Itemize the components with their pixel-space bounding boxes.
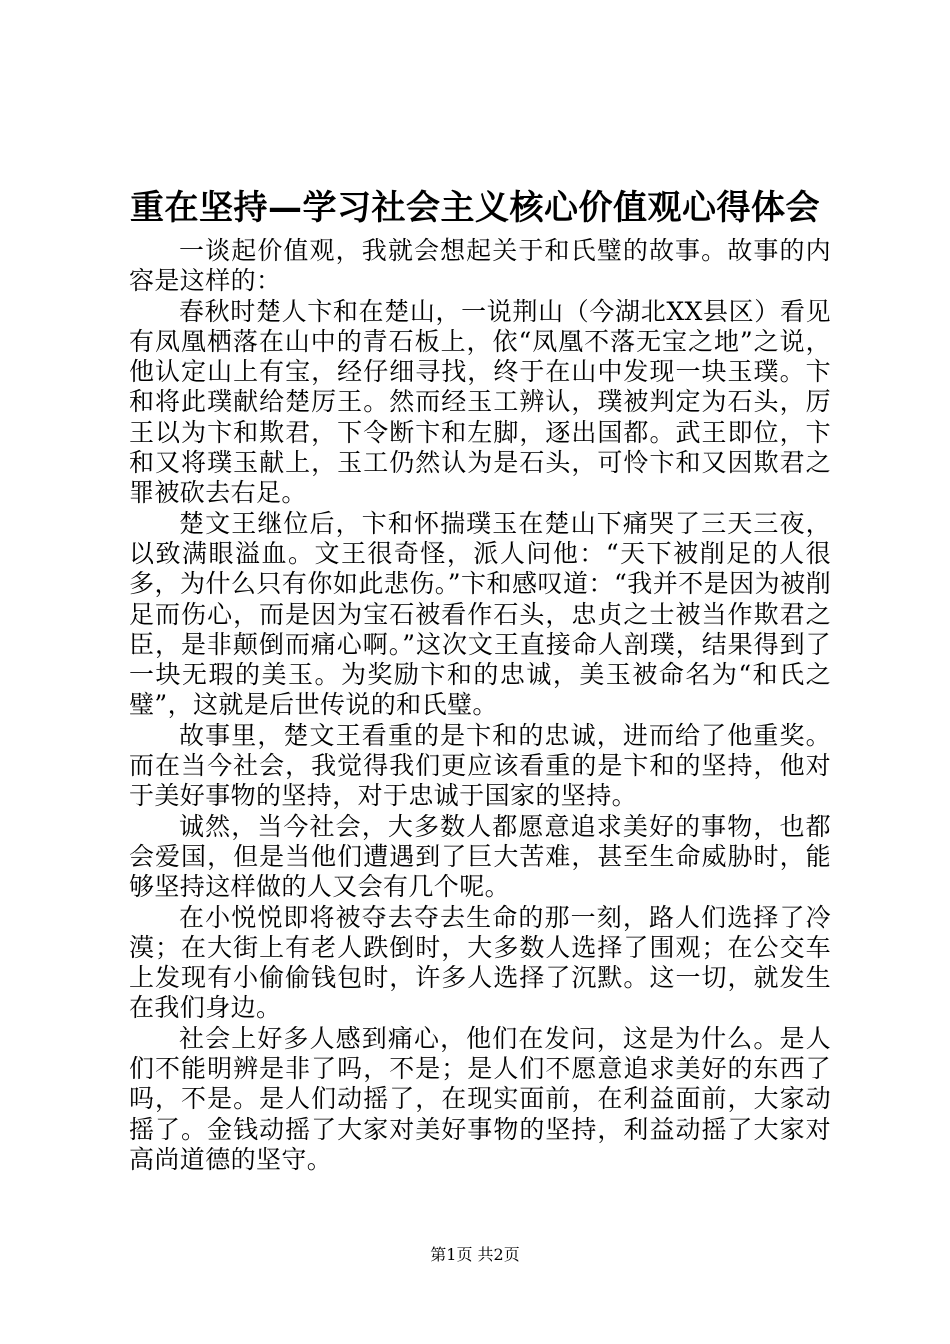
page-number-footer: 第1页 共2页 (430, 1245, 520, 1264)
document-body (129, 236, 831, 1175)
paragraph: 在小悦悦即将被夺去夺去生命的那一刻，路人们选择了冷漠；在大街上有老人跌倒时，大多数人选择了围观；在公交车上发现有小偷偷钱包时，许多人选择了沉默。这一切，就发生在我们身边。 (129, 902, 831, 1023)
paragraph: 诚然，当今社会，大多数人都愿意追求美好的事物，也都会爱国，但是当他们遭遇到了巨大苦难，甚至生命威胁时，能够坚持这样做的人又会有几个呢。 (129, 811, 831, 902)
paragraph: 故事里，楚文王看重的是卞和的忠诚，进而给了他重奖。而在当今社会，我觉得我们更应该看重的是卞和的坚持，他对于美好事物的坚持，对于忠诚于国家的坚持。 (129, 720, 831, 811)
paragraph: 一谈起价值观，我就会想起关于和氏璧的故事。故事的内容是这样的： (129, 236, 831, 296)
paragraph: 春秋时楚人卞和在楚山，一说荆山（今湖北XX县区）看见有凤凰栖落在山中的青石板上，依“凤凰不落无宝之地”之说，他认定山上有宝，经仔细寻找，终于在山中发现一块玉璞。卞和将此璞献给楚厉王。然而经玉工辨认，璞被判定为石头，厉王以为卞和欺君，下令断卞和左脚，逐出国都。武王即位，卞和又将璞玉献上，玉工仍然认为是石头，可怜卞和又因欺君之罪被砍去右足。 (129, 296, 831, 508)
paragraph: 楚文王继位后，卞和怀揣璞玉在楚山下痛哭了三天三夜，以致满眼溢血。文王很奇怪，派人问他：“天下被削足的人很多，为什么只有你如此悲伤。”卞和感叹道：“我并不是因为被削足而伤心，而是因为宝石被看作石头，忠贞之士被当作欺君之臣，是非颠倒而痛心啊。”这次文王直接命人剖璞，结果得到了一块无瑕的美玉。为奖励卞和的忠诚，美玉被命名为“和氏之璧”，这就是后世传说的和氏璧。 (129, 508, 831, 720)
paragraph: 社会上好多人感到痛心，他们在发问，这是为什么。是人们不能明辨是非了吗，不是；是人们不愿意追求美好的东西了吗，不是。是人们动摇了，在现实面前，在利益面前，大家动摇了。金钱动摇了大家对美好事物的坚持，利益动摇了大家对高尚道德的坚守。 (129, 1023, 831, 1174)
document-title: 重在坚持—学习社会主义核心价值观心得体会 (130, 188, 820, 228)
